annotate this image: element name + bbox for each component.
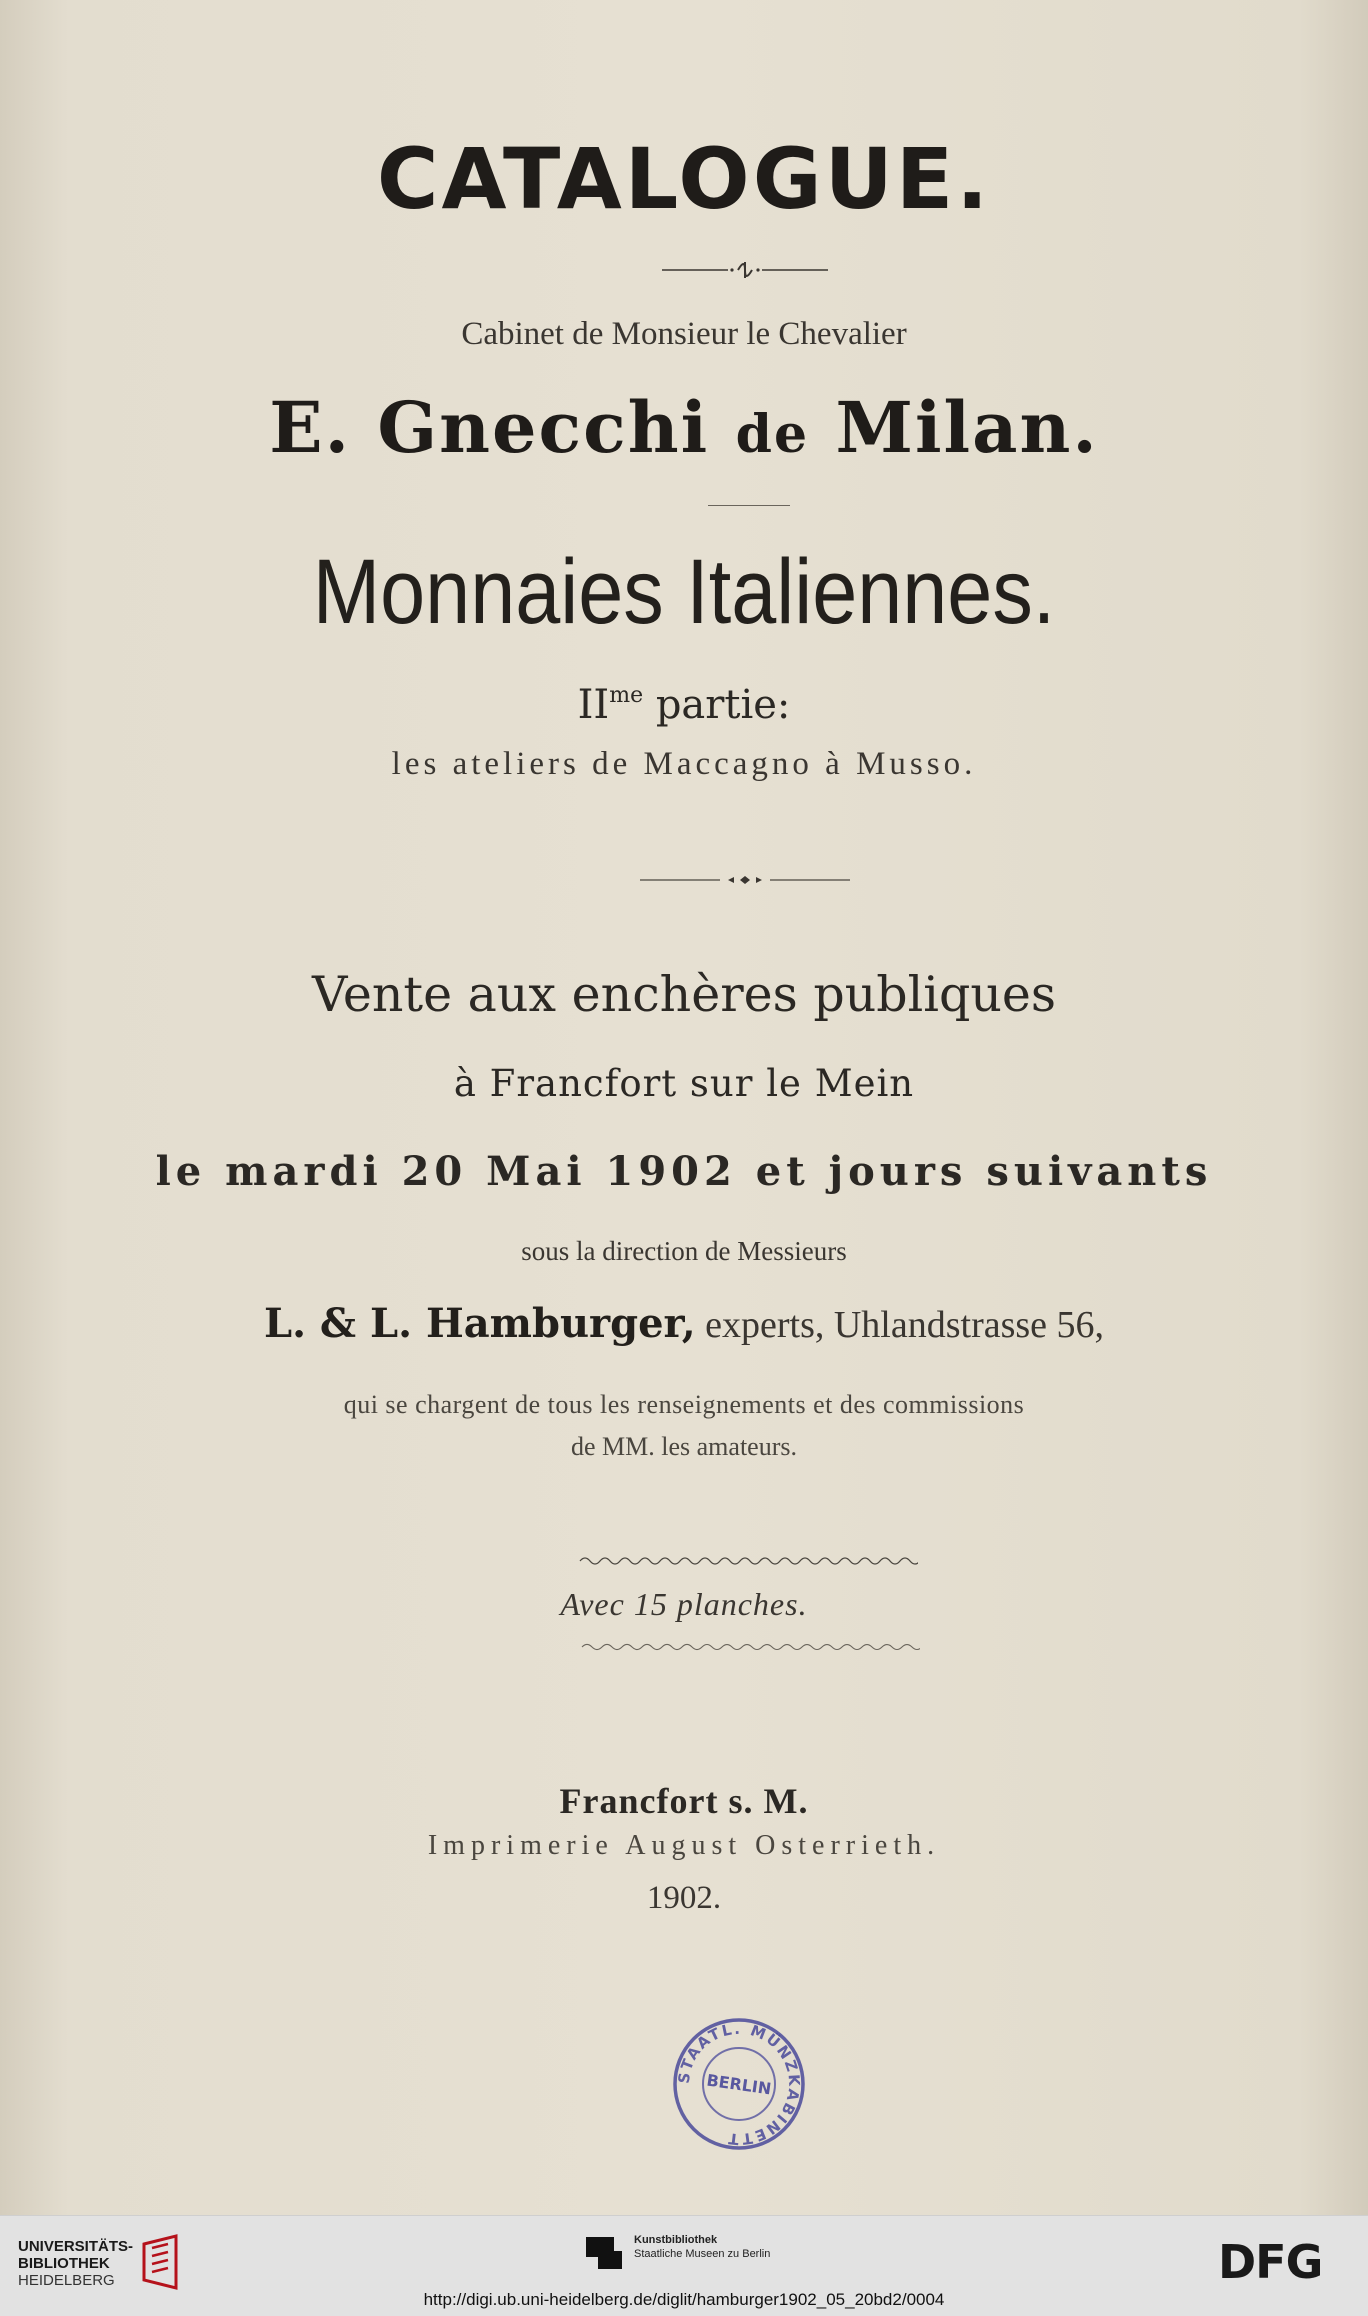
- collector-surname: E. Gnecchi: [269, 386, 710, 469]
- dfg-logo-text: DFG: [1218, 2238, 1323, 2284]
- experts-name: L. & L. Hamburger,: [263, 1300, 696, 1347]
- workshops-line: les ateliers de Maccagno à Musso.: [391, 746, 977, 782]
- wavy-rule-top-icon: [578, 1554, 918, 1568]
- part-word: partie:: [655, 682, 791, 728]
- wavy-rule-bottom-icon: [580, 1640, 920, 1654]
- dfg-logo: [1218, 2238, 1350, 2284]
- university-line-2: BIBLIOTHEK: [18, 2255, 110, 2272]
- kunst-title: Kunstbibliothek: [634, 2234, 718, 2246]
- service-line-2: de MM. les amateurs.: [570, 1432, 797, 1461]
- university-logo-icon: [138, 2234, 188, 2292]
- catalogue-heading: CATALOGUE.: [376, 130, 992, 228]
- subject-title: Monnaies Italiennes.: [312, 541, 1056, 643]
- cabinet-line: Cabinet de Monsieur le Chevalier: [461, 316, 907, 352]
- collector-name: [0, 386, 1368, 469]
- part-line: [0, 682, 1368, 728]
- university-line-1: UNIVERSITÄTS-: [18, 2238, 134, 2255]
- permalink-url[interactable]: http://digi.ub.uni-heidelberg.de/diglit/hamburger1902_05_20bd2/0004: [423, 2290, 945, 2309]
- plates-line: Avec 15 planches.: [560, 1586, 808, 1622]
- fleuron-ornament-icon: [660, 258, 830, 282]
- collector-de: de: [735, 404, 810, 465]
- imprint-city: Francfort s. M.: [559, 1781, 809, 1821]
- experts-line: [0, 1300, 1368, 1347]
- part-suffix: me: [609, 683, 644, 708]
- date-line: le mardi 20 Mai 1902 et jours suivants: [155, 1148, 1213, 1195]
- kunstbibliothek-label: [634, 2233, 770, 2261]
- kunst-subtitle: Staatliche Museen zu Berlin: [634, 2248, 771, 2260]
- year-line: 1902.: [646, 1880, 722, 1916]
- digitization-footer: [0, 2215, 1368, 2316]
- place-line: à Francfort sur le Mein: [453, 1062, 915, 1105]
- stamp-ring-text: STAATL. MÜNZKABINETT: [674, 2019, 804, 2149]
- part-roman: II: [577, 682, 610, 728]
- dagger-rule-ornament-icon: [638, 870, 852, 890]
- university-line-3: HEIDELBERG: [18, 2272, 115, 2289]
- experts-address: experts, Uhlandstrasse 56,: [695, 1304, 1105, 1346]
- library-stamp: [670, 2015, 808, 2153]
- service-line-1: qui se chargent de tous les renseignements et des commissions: [343, 1390, 1025, 1419]
- kunstbibliothek-logo-icon: [584, 2231, 624, 2271]
- auction-heading: Vente aux enchères publiques: [311, 966, 1057, 1023]
- university-library-logo-text: [18, 2238, 133, 2289]
- short-rule: [708, 505, 790, 506]
- stamp-center-text: BERLIN: [705, 2070, 773, 2099]
- direction-line: sous la direction de Messieurs: [521, 1236, 847, 1266]
- printer-line: Imprimerie August Osterrieth.: [427, 1830, 941, 1861]
- collector-city: Milan.: [835, 386, 1099, 469]
